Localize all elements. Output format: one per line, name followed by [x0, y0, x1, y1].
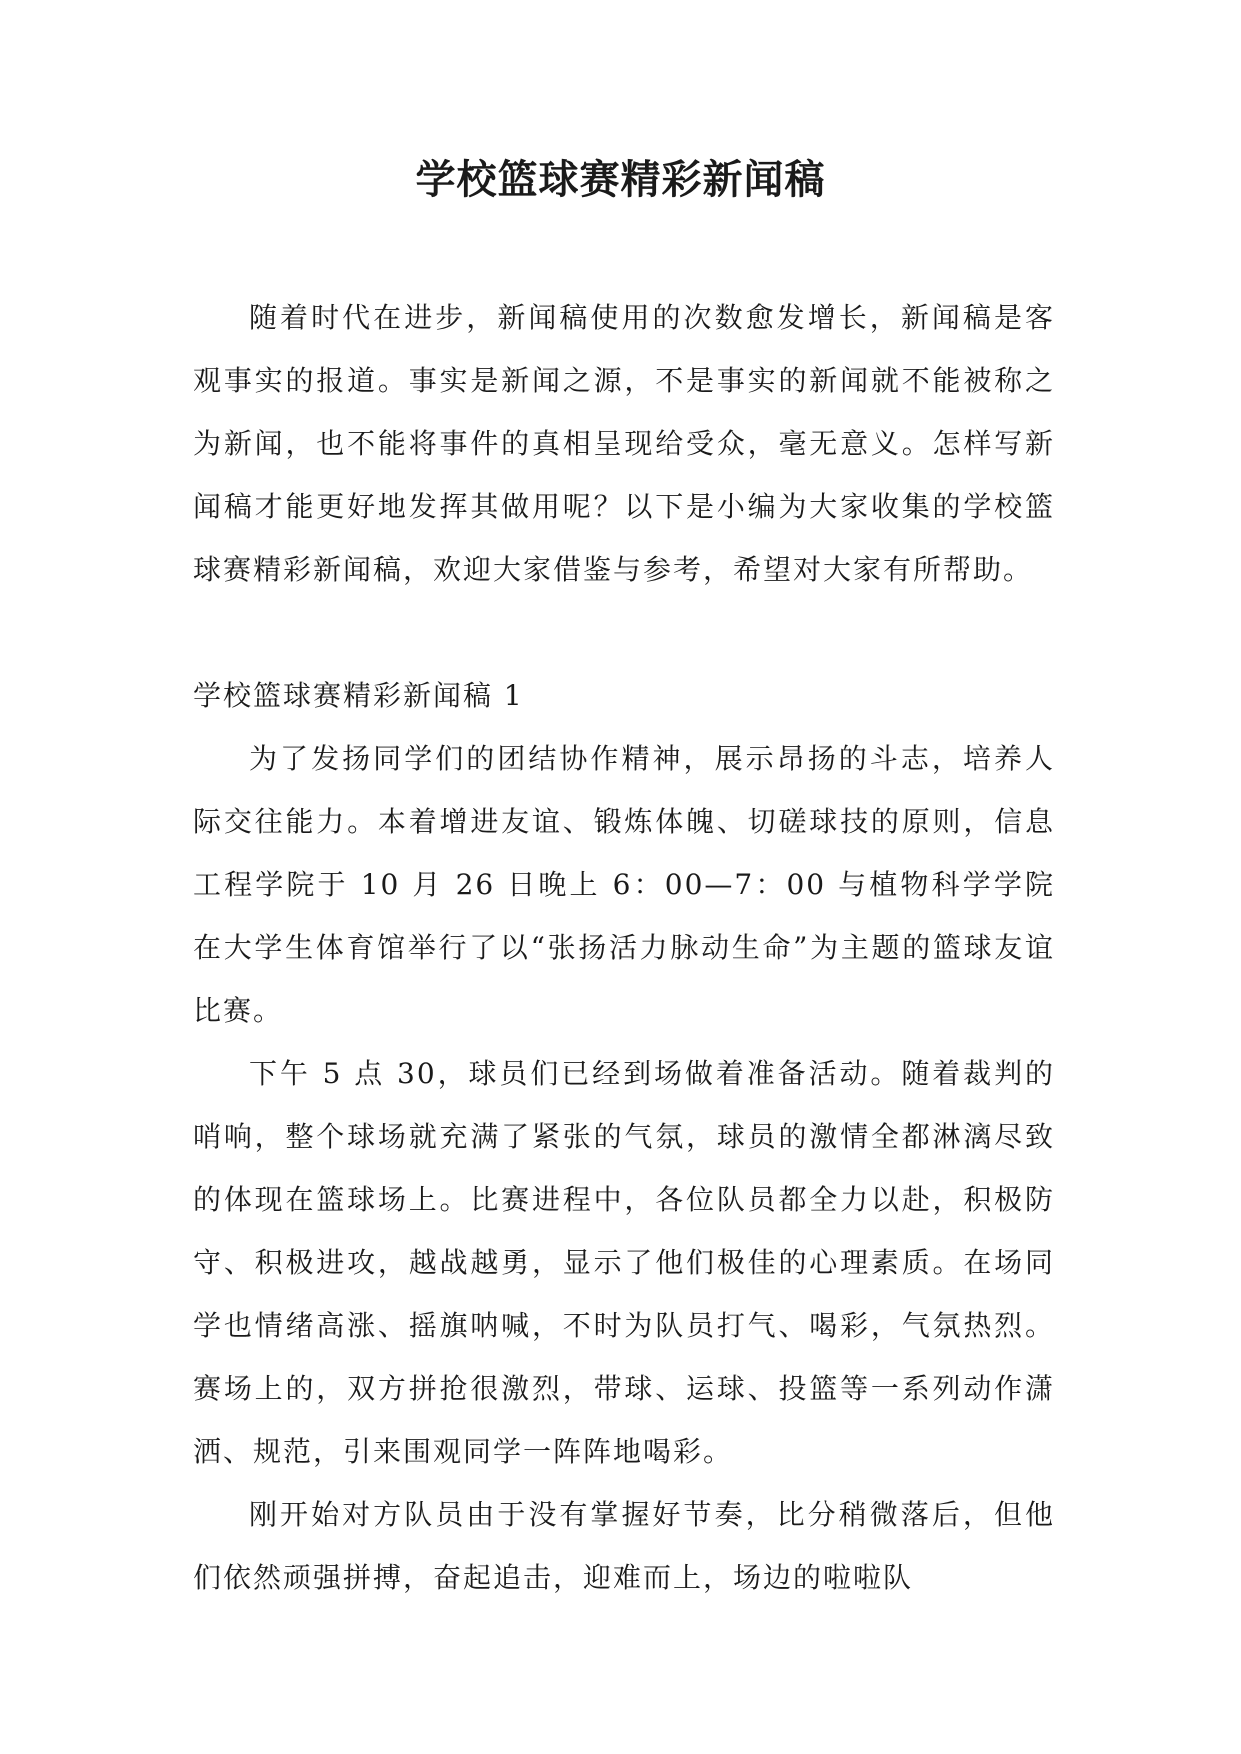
paragraph-gap: [193, 601, 1055, 664]
body-paragraph-3: 刚开始对方队员由于没有掌握好节奏，比分稍微落后，但他们依然顽强拼搏，奋起追击，迎难而上，场边的啦啦队: [193, 1498, 1055, 1594]
section-heading: 学校篮球赛精彩新闻稿 1: [193, 679, 524, 712]
body-paragraph-1: 为了发扬同学们的团结协作精神，展示昂扬的斗志，培养人际交往能力。本着增进友谊、锻炼体魄、切磋球技的原则，信息工程学院于 10 月 26 日晚上 6：00—7：00 与植物科学学院在大学生体育馆举行了以“张扬活力脉动生命”为主题的篮球友谊比赛。: [193, 742, 1055, 1027]
document-title: 学校篮球赛精彩新闻稿: [415, 156, 826, 203]
intro-paragraph: 随着时代在进步，新闻稿使用的次数愈发增长，新闻稿是客观事实的报道。事实是新闻之源，不是事实的新闻就不能被称之为新闻，也不能将事件的真相呈现给受众，毫无意义。怎样写新闻稿才能更好地发挥其做用呢？以下是小编为大家收集的学校篮球赛精彩新闻稿，欢迎大家借鉴与参考，希望对大家有所帮助。: [193, 301, 1055, 586]
body-paragraph-2: 下午 5 点 30，球员们已经到场做着准备活动。随着裁判的哨响，整个球场就充满了紧张的气氛，球员的激情全都淋漓尽致的体现在篮球场上。比赛进程中，各位队员都全力以赴，积极防守、积极进攻，越战越勇，显示了他们极佳的心理素质。在场同学也情绪高涨、摇旗呐喊，不时为队员打气、喝彩，气氛热烈。赛场上的，双方拼抢很激烈，带球、运球、投篮等一系列动作潇洒、规范，引来围观同学一阵阵地喝彩。: [193, 1057, 1055, 1468]
document-body: [193, 286, 1055, 1609]
